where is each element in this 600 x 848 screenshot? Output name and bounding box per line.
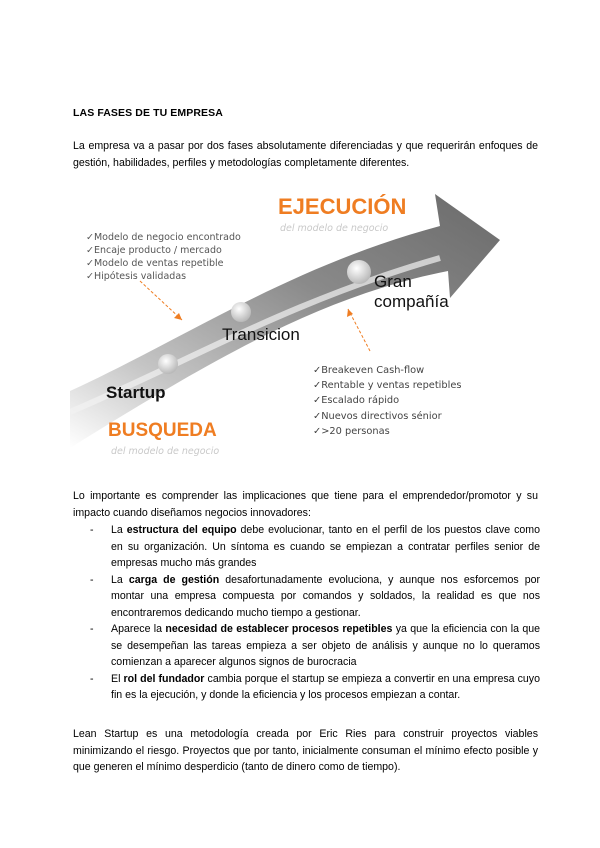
item-bold-text: estructura del equipo [126,524,237,536]
stage-gran-line2: compañía [374,292,449,311]
item-text: La [111,573,129,586]
implications-list [90,522,540,704]
list-item [90,671,540,704]
left-pointer-arrow [140,281,182,320]
item-text: debe evolucionar, tanto en el perfil de los puestos clave como en su organización. Un síntoma es cuando se empiezan a contratar perfiles senior de empresas mucho más grandes [111,524,540,569]
transicion-dot [231,302,251,322]
list-item [90,522,540,572]
list-item [90,572,540,622]
left-checklist-item: ✓Encaje producto / mercado [86,245,222,256]
right-checklist-item: ✓Nuevos directivos sénior [313,410,442,422]
busqueda-subtitle: del modelo de negocio [111,446,220,457]
ejecucion-title: EJECUCIÓN [278,194,407,219]
stage-startup: Startup [106,383,166,402]
item-text: desafortunadamente evoluciona, y aunque nos esforcemos por montar una empresa compuesta por comandos y soldados, la realidad es que nos encontraremos dedicando mucho tiempo a gestionar. [111,573,541,619]
left-checklist-item: ✓Modelo de negocio encontrado [86,232,241,243]
stage-gran-line1: Gran [374,272,412,291]
right-checklist-item: ✓Escalado rápido [313,395,400,407]
gran-compania-dot [347,260,371,284]
item-text: La [111,524,127,536]
item-bold-text: rol del fundador [123,672,205,685]
item-text: El [111,672,124,685]
phases-figure [70,186,540,472]
item-bold-text: carga de gestión [128,573,220,586]
right-checklist-item: ✓Rentable y ventas repetibles [313,380,462,392]
right-checklist [313,363,461,439]
right-checklist-item: ✓Breakeven Cash-flow [313,365,425,376]
right-pointer-arrow [348,309,370,351]
item-text: ya que la eficiencia con la que se desempeñan las tareas empieza a ser objeto de análisis y aunque no lo queramos comienzan a aparecer algunos signos de burocracia [111,623,540,668]
left-checklist [86,231,241,283]
intro-paragraph: La empresa va a pasar por dos fases absolutamente diferenciadas y que requerirán enfoques de gestión, habilidades, perfiles y metodologías completamente diferentes. [73,140,538,169]
list-dash: - [90,623,94,635]
item-text: Aparece la [111,623,166,635]
left-checklist-item: ✓Hipótesis validadas [86,271,187,282]
item-bold-text: necesidad de establecer procesos repetibles [165,623,393,635]
list-dash: - [90,573,94,586]
startup-dot [158,354,178,374]
lean-startup-paragraph: Lean Startup es una metodología creada por Eric Ries para construir proyectos viables minimizando el riesgo. Proyectos que por tanto, inicialmente consuman el mínimo efecto posible y que generen el mínimo desperdicio (tanto de dinero como de tiempo). [73,728,538,773]
implications-paragraph: Lo importante es comprender las implicaciones que tiene para el emprendedor/promotor y su impacto cuando diseñamos negocios innovadores: [73,490,538,519]
ejecucion-subtitle: del modelo de negocio [280,223,389,234]
list-item [90,621,540,671]
stage-transicion: Transicion [222,325,300,344]
busqueda-title: BUSQUEDA [108,420,217,441]
left-checklist-item: ✓Modelo de ventas repetible [86,258,224,269]
item-text: cambia porque el startup se empieza a convertir en una empresa cuyo fin es la ejecución, y donde la eficiencia y los procesos empiezan a contar. [111,672,540,701]
list-dash: - [90,672,94,685]
document-title: LAS FASES DE TU EMPRESA [73,107,223,119]
list-dash: - [90,524,94,536]
right-checklist-item: ✓>20 personas [313,425,390,437]
